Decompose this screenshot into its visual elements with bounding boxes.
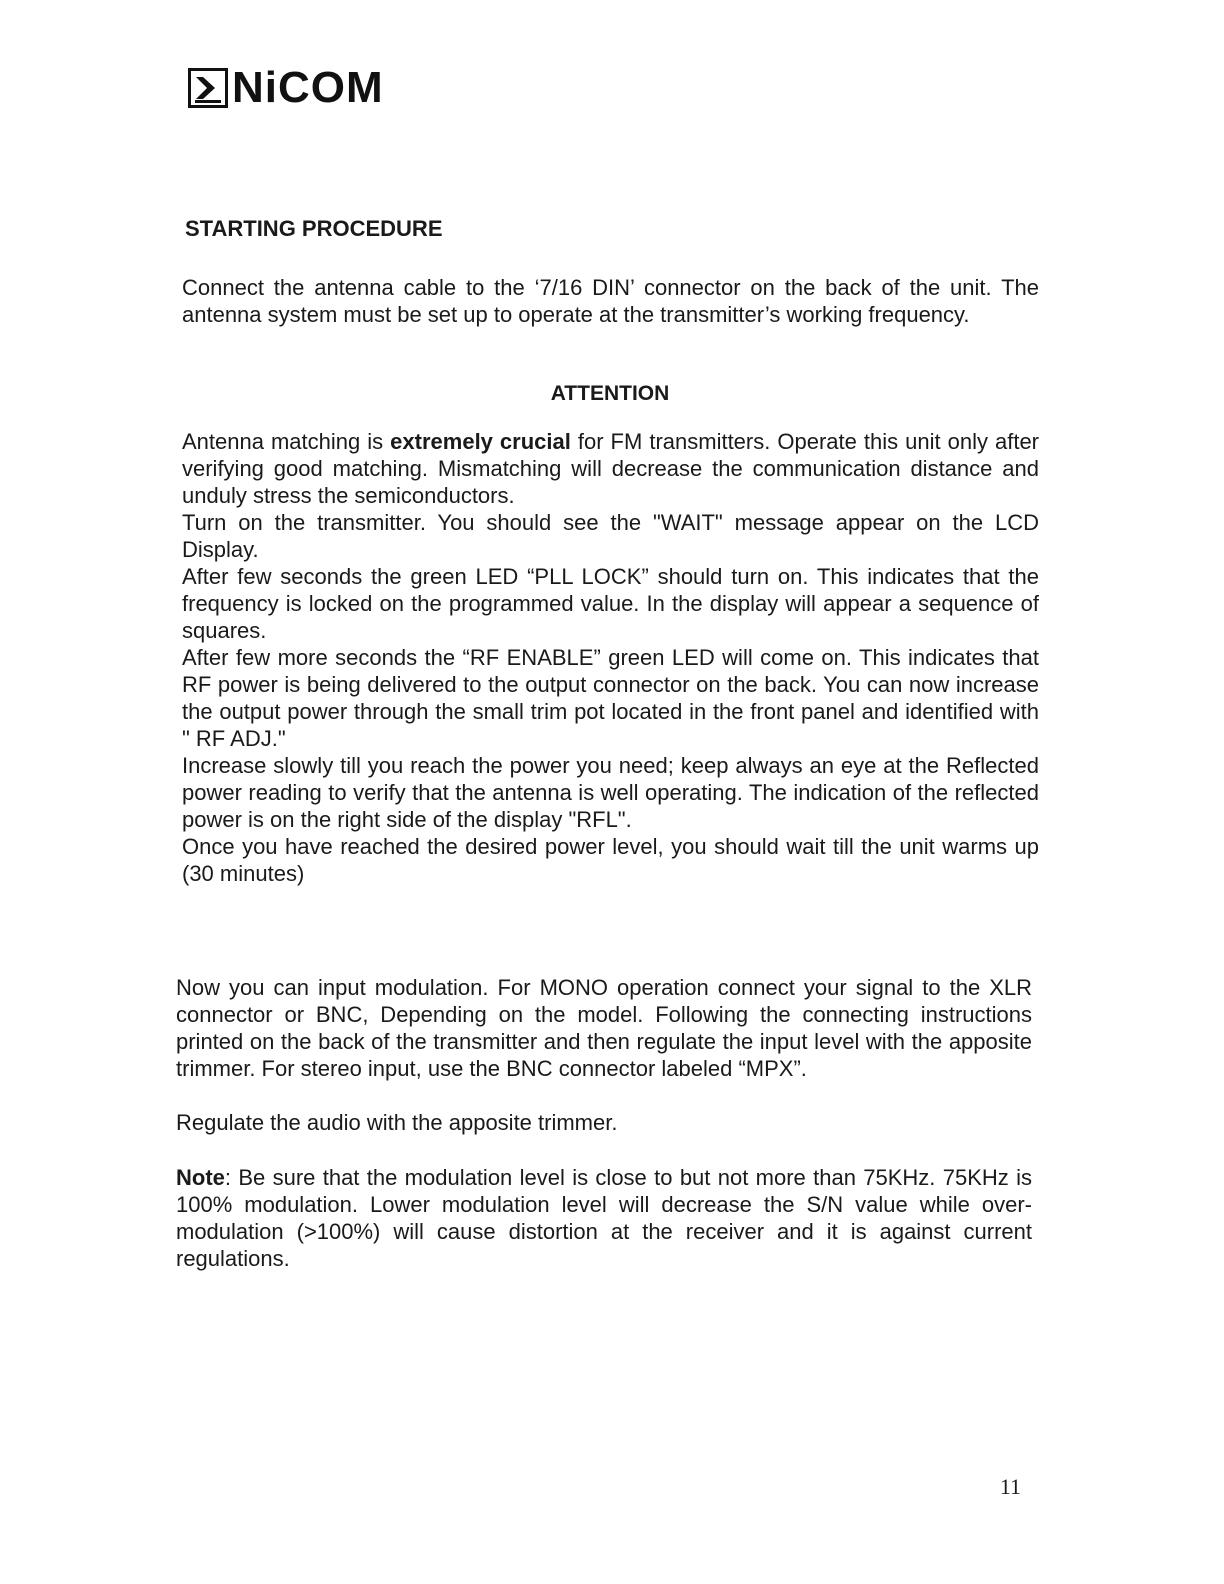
note-text: : Be sure that the modulation level is close to but not more than 75KHz. 75KHz is 100% modulation. Lower modulation level will decrease the S/N value while over-modulation (>100%) will cause distortion at the receiver and it is against current regulations. — [176, 1165, 1032, 1271]
text-run: for FM transmitters. Operate this unit only after verifying good matching. Mismatching will decrease the communication distance and unduly stress the semiconductors. — [182, 429, 1040, 508]
modulation-paragraph: Now you can input modulation. For MONO operation connect your signal to the XLR connector or BNC, Depending on the model. Following the connecting instructions printed on the back of the transmitter and then regulate the input level with the apposite trimmer. For stereo input, use the BNC connector labeled “MPX”. — [176, 975, 1032, 1081]
page-number: 11 — [999, 1474, 1021, 1499]
section-title: STARTING PROCEDURE — [185, 216, 443, 241]
attention-paragraph-4: After few more seconds the “RF ENABLE” green LED will come on. This indicates that RF power is being delivered to the output connector on the back. You can now increase the output power through the small trim pot located in the front panel and identified with " RF ADJ." — [182, 645, 1039, 751]
emphasis-text: extremely crucial — [390, 429, 571, 454]
intro-paragraph: Connect the antenna cable to the ‘7/16 DIN’ connector on the back of the unit. The antenna system must be set up to operate at the transmitter’s working frequency. — [182, 275, 1039, 327]
attention-paragraph-1 — [182, 428, 1039, 509]
note-label: Note — [176, 1165, 225, 1190]
attention-heading: ATTENTION — [550, 382, 670, 405]
note-paragraph — [176, 1164, 1032, 1272]
attention-paragraph-6: Once you have reached the desired power level, you should wait till the unit warms up (30 minutes) — [182, 834, 1039, 886]
regulate-paragraph: Regulate the audio with the apposite trimmer. — [176, 1110, 618, 1135]
text-run: Antenna matching is — [182, 429, 391, 454]
attention-block — [182, 428, 1039, 887]
attention-paragraph-3: After few seconds the green LED “PLL LOCK” should turn on. This indicates that the frequency is locked on the programmed value. In the display will appear a sequence of squares. — [182, 564, 1039, 643]
attention-paragraph-5: Increase slowly till you reach the power you need; keep always an eye at the Reflected power reading to verify that the antenna is well operating. The indication of the reflected power is on the right side of the display "RFL". — [182, 753, 1039, 832]
nicom-logo-icon — [188, 68, 228, 108]
nicom-logo — [188, 63, 384, 112]
attention-paragraph-2: Turn on the transmitter. You should see the "WAIT" message appear on the LCD Display. — [182, 510, 1039, 562]
logo-wordmark: NiCOM — [232, 63, 384, 112]
